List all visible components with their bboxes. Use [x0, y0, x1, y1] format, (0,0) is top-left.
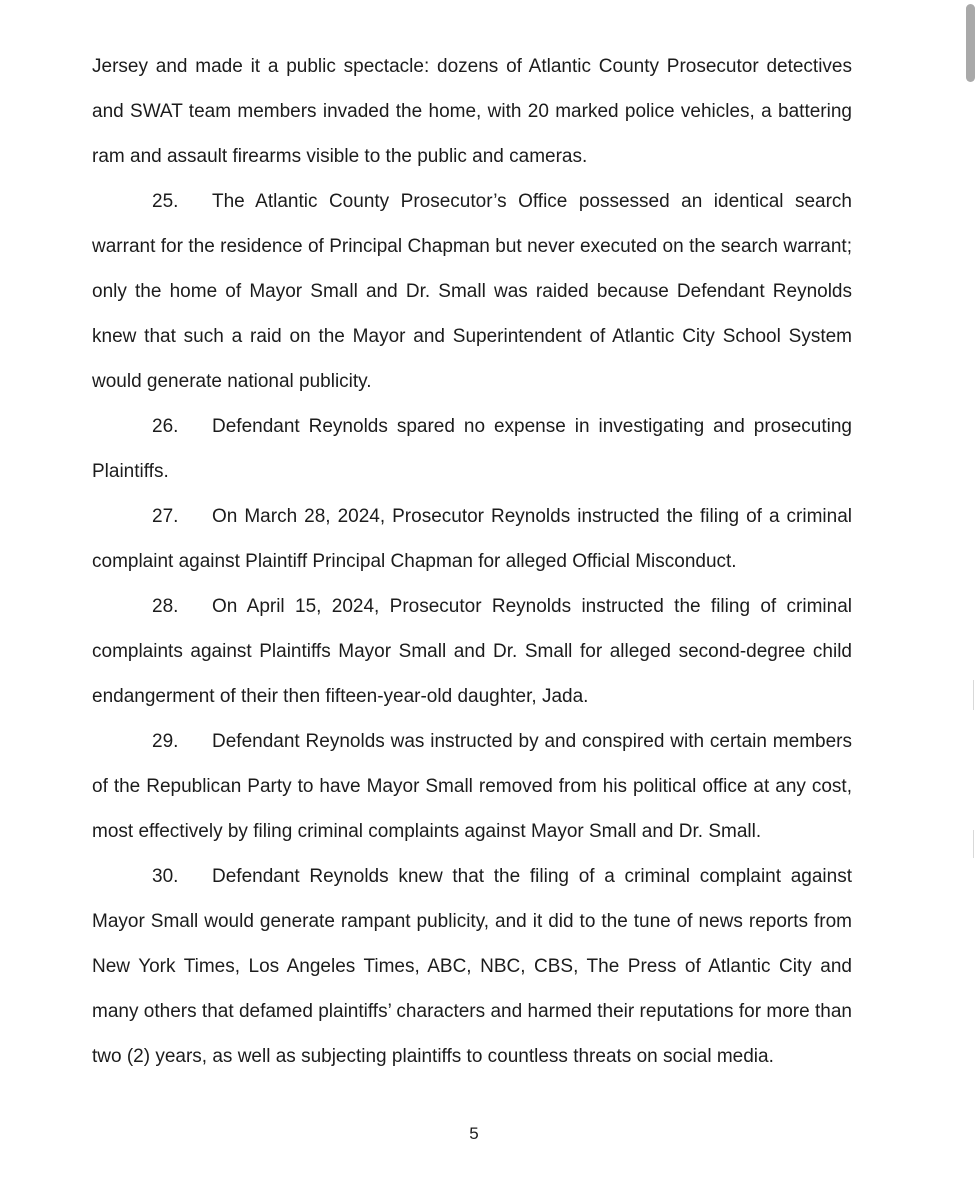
paragraph-number: 27.	[152, 506, 179, 527]
paragraph-text: The Atlantic County Prosecutor’s Office possessed an identical search warrant for the residence of Principal Chapman but never executed on the search warrant; only the home of Mayor Small and Dr. Small was raided because Defendant Reynolds knew that such a raid on the Mayor and Superintendent of Atlantic City School System would generate national publicity.	[92, 191, 852, 392]
paragraph-29	[92, 719, 852, 854]
paragraph-text: Defendant Reynolds was instructed by and conspired with certain members of the Republican Party to have Mayor Small removed from his political office at any cost, most effectively by filing criminal complaints against Mayor Small and Dr. Small.	[92, 731, 852, 842]
vertical-scrollbar[interactable]	[964, 0, 980, 1193]
paragraph-28	[92, 584, 852, 719]
paragraph-number: 28.	[152, 596, 179, 617]
paragraph-30	[92, 854, 852, 1079]
paragraph-27	[92, 494, 852, 584]
document-body	[92, 44, 852, 1079]
scan-artifact	[973, 830, 974, 858]
paragraph-text: Defendant Reynolds spared no expense in investigating and prosecuting Plaintiffs.	[92, 416, 852, 482]
paragraph-number: 29.	[152, 731, 179, 752]
paragraph-number: 25.	[152, 191, 179, 212]
paragraph-text: On April 15, 2024, Prosecutor Reynolds instructed the filing of criminal complaints against Plaintiffs Mayor Small and Dr. Small for alleged second-degree child endangerment of their then fifteen-year-old daughter, Jada.	[92, 596, 852, 707]
paragraph-text: On March 28, 2024, Prosecutor Reynolds instructed the filing of a criminal complaint against Plaintiff Principal Chapman for alleged Official Misconduct.	[92, 506, 852, 572]
scan-artifact	[973, 680, 974, 710]
paragraph-number: 30.	[152, 866, 179, 887]
scrollbar-thumb[interactable]	[966, 4, 975, 82]
paragraph-text: Defendant Reynolds knew that the filing of a criminal complaint against Mayor Small would generate rampant publicity, and it did to the tune of news reports from New York Times, Los Angeles Times, ABC, NBC, CBS, The Press of Atlantic City and many others that defamed plaintiffs’ characters and harmed their reputations for more than two (2) years, as well as subjecting plaintiffs to countless threats on social media.	[92, 866, 852, 1067]
paragraph-25	[92, 179, 852, 404]
page-number: 5	[469, 1124, 479, 1143]
paragraph-number: 26.	[152, 416, 179, 437]
paragraph-26	[92, 404, 852, 494]
continuation-paragraph: Jersey and made it a public spectacle: dozens of Atlantic County Prosecutor detectives and SWAT team members invaded the home, with 20 marked police vehicles, a battering ram and assault firearms visible to the public and cameras.	[92, 56, 852, 167]
